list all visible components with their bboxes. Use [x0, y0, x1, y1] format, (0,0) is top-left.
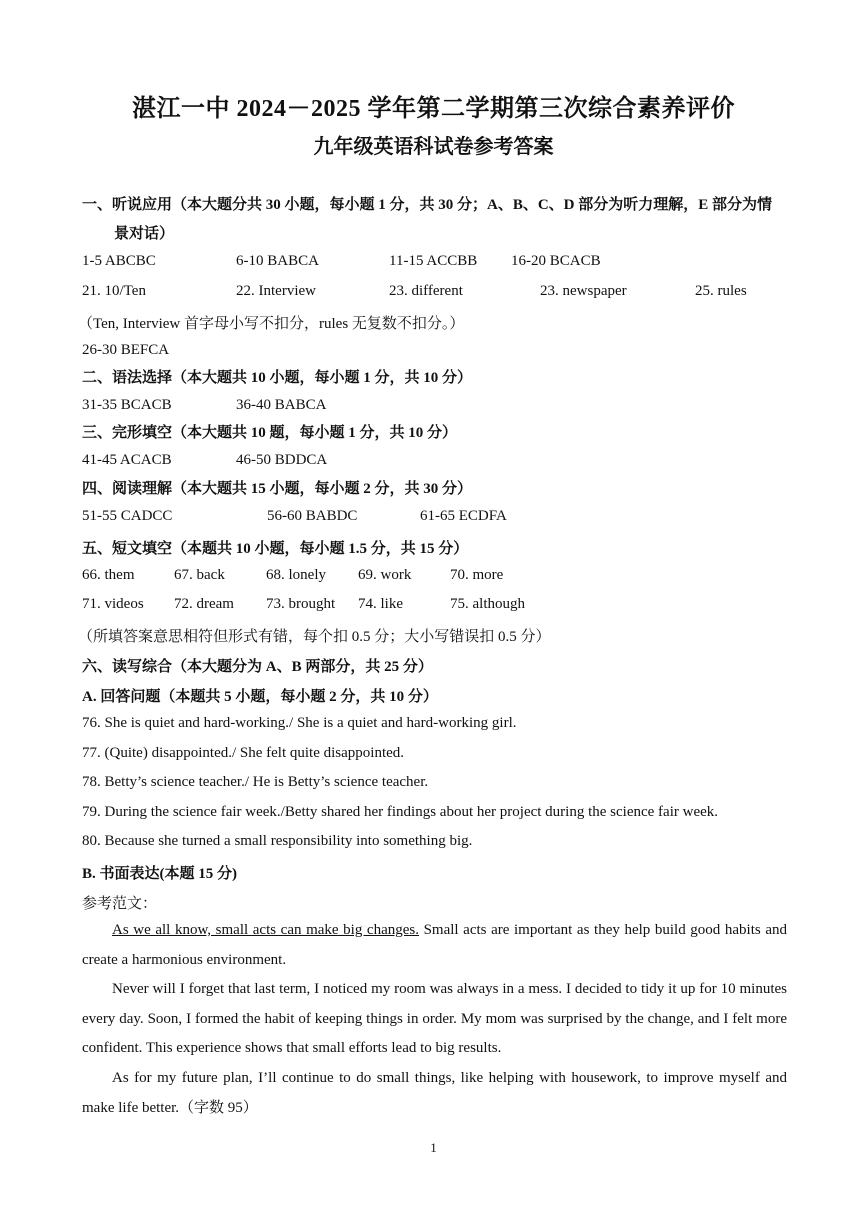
- essay-topic-sentence: As we all know, small acts can make big changes.: [112, 922, 419, 938]
- essay-paragraph-3: As for my future plan, I’ll continue to do small things, like helping with housework, to improve myself and make life better.（字数 95）: [82, 1070, 787, 1116]
- answer-group: 41-45 ACACB: [82, 452, 172, 468]
- section-2-heading: 二、语法选择（本大题共 10 小题，每小题 1 分，共 10 分）: [82, 370, 473, 386]
- answer-group: 16-20 BCACB: [511, 253, 601, 269]
- page-title: 湛江一中 2024－2025 学年第二学期第三次综合素养评价: [132, 96, 735, 122]
- answer-item: 68. lonely: [266, 567, 326, 583]
- answer-group: 6-10 BABCA: [236, 253, 319, 269]
- answer-item: 23. newspaper: [540, 283, 627, 299]
- section-6-heading: 六、读写综合（本大题分为 A、B 两部分，共 25 分）: [82, 659, 433, 675]
- essay-paragraph-1: [82, 916, 787, 975]
- part-b-heading: B. 书面表达(本题 15 分): [82, 866, 237, 882]
- section-4-heading: 四、阅读理解（本大题共 15 小题，每小题 2 分，共 30 分）: [82, 481, 473, 497]
- answer-item: 69. work: [358, 567, 412, 583]
- answer-item: 23. different: [389, 283, 463, 299]
- answer-group: 31-35 BCACB: [82, 397, 172, 413]
- answer-item: 70. more: [450, 567, 504, 583]
- section-1-heading: 一、听说应用（本大题分共 30 小题，每小题 1 分，共 30 分；A、B、C、D 部分为听力理解，E 部分为情: [82, 197, 773, 213]
- answer-78: 78. Betty’s science teacher./ He is Betty’s science teacher.: [82, 774, 429, 790]
- sample-essay-label: 参考范文：: [82, 896, 158, 912]
- answer-80: 80. Because she turned a small responsibility into something big.: [82, 833, 473, 849]
- answer-item: 67. back: [174, 567, 225, 583]
- answer-79: 79. During the science fair week./Betty shared her findings about her project during the science fair week.: [82, 804, 719, 820]
- scoring-note: （所填答案意思相符但形式有错，每个扣 0.5 分；大小写错误扣 0.5 分）: [78, 629, 551, 645]
- page-subtitle: 九年级英语科试卷参考答案: [313, 136, 554, 158]
- answer-item: 21. 10/Ten: [82, 283, 146, 299]
- answer-item: 71. videos: [82, 596, 144, 612]
- section-5-heading: 五、短文填空（本题共 10 小题，每小题 1.5 分，共 15 分）: [82, 541, 469, 557]
- section-1-heading-cont: 景对话）: [114, 226, 175, 242]
- essay-paragraph-1-rest: Small acts are important as they help build good habits and create a harmonious environment.: [82, 922, 787, 968]
- answer-item: 22. Interview: [236, 283, 316, 299]
- scoring-note: （Ten, Interview 首字母小写不扣分，rules 无复数不扣分。）: [78, 316, 465, 332]
- section-3-heading: 三、完形填空（本大题共 10 题，每小题 1 分，共 10 分）: [82, 425, 458, 441]
- answer-item: 72. dream: [174, 596, 234, 612]
- page-number: 1: [430, 1140, 437, 1155]
- essay-paragraph-2: Never will I forget that last term, I noticed my room was always in a mess. I decided to tidy it up for 10 minutes every day. Soon, I formed the habit of keeping things in order. My mom was surprised by the change, and I felt more confident. This experience shows that small efforts lead to big results.: [82, 981, 787, 1056]
- answer-group: 51-55 CADCC: [82, 508, 173, 524]
- answer-77: 77. (Quite) disappointed./ She felt quite disappointed.: [82, 745, 405, 761]
- answer-item: 75. although: [450, 596, 525, 612]
- answer-76: 76. She is quiet and hard-working./ She is a quiet and hard-working girl.: [82, 715, 517, 731]
- answer-group: 46-50 BDDCA: [236, 452, 328, 468]
- answer-group: 61-65 ECDFA: [420, 508, 507, 524]
- answer-item: 25. rules: [695, 283, 747, 299]
- answer-item: 66. them: [82, 567, 135, 583]
- answer-item: 74. like: [358, 596, 403, 612]
- answer-group: 56-60 BABDC: [267, 508, 358, 524]
- answer-group: 26-30 BEFCA: [82, 342, 170, 358]
- answer-group: 11-15 ACCBB: [389, 253, 478, 269]
- answer-item: 73. brought: [266, 596, 336, 612]
- answer-group: 1-5 ABCBC: [82, 253, 156, 269]
- answer-group: 36-40 BABCA: [236, 397, 327, 413]
- part-a-heading: A. 回答问题（本题共 5 小题，每小题 2 分，共 10 分）: [82, 689, 438, 705]
